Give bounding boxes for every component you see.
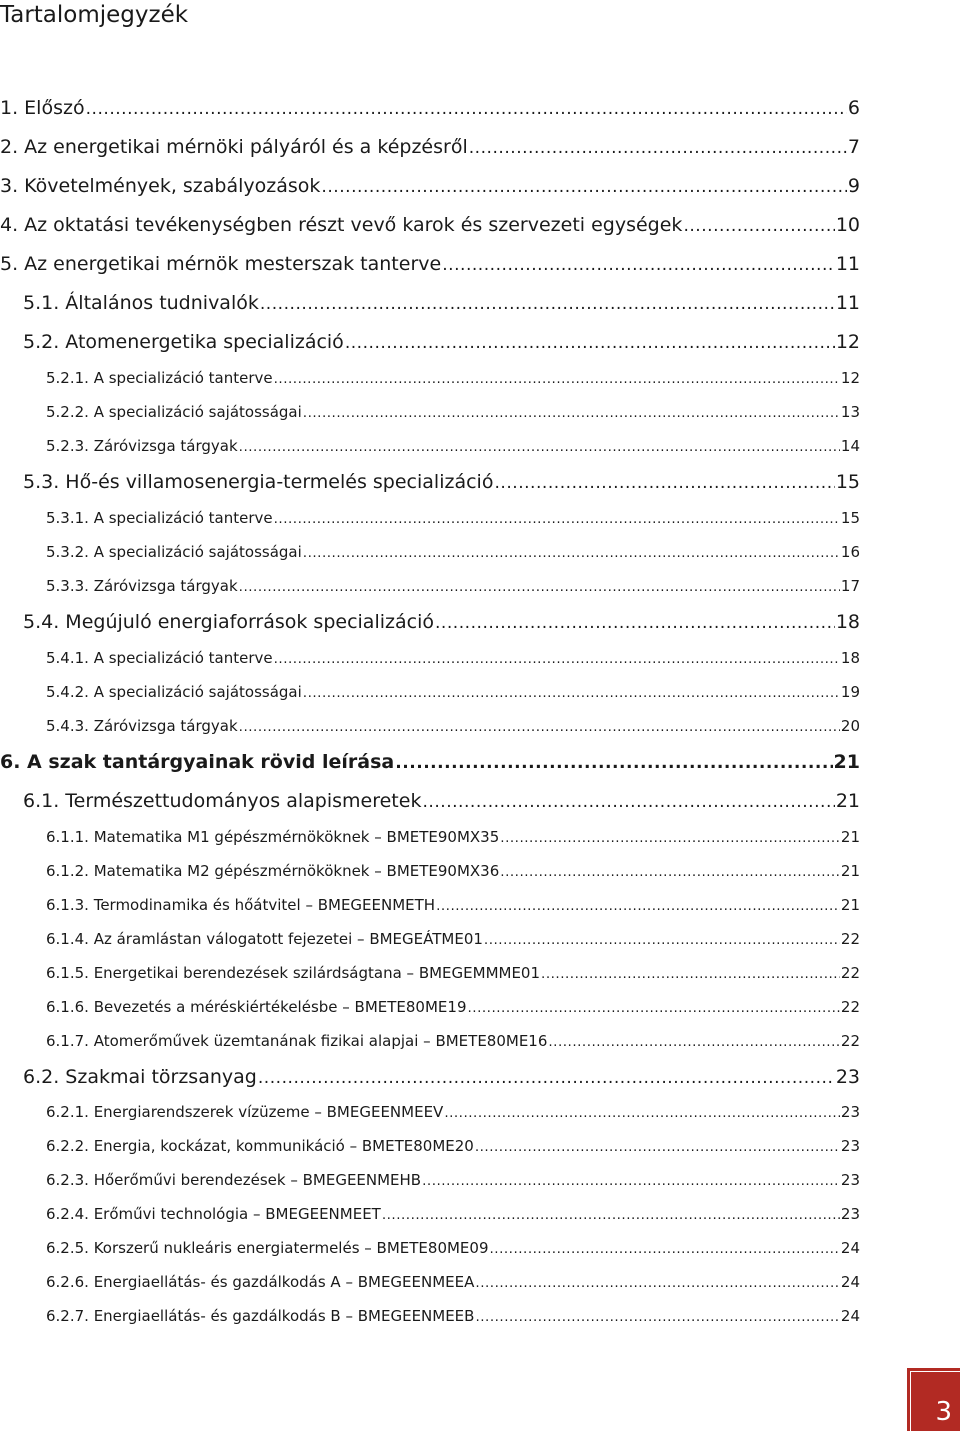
toc-entry-page: 21	[840, 896, 860, 914]
toc-entry-page: 13	[840, 403, 860, 421]
dot-leader	[258, 1068, 835, 1088]
dot-leader	[382, 1207, 840, 1223]
toc-entry-label: 6.2.2. Energia, kockázat, kommunikáció – BMETE80ME20	[46, 1137, 474, 1155]
dot-leader	[475, 1309, 839, 1325]
toc-entry-page: 18	[840, 649, 860, 667]
dot-leader	[444, 1105, 840, 1121]
toc-entry-page: 6	[847, 97, 860, 119]
toc-entry-label: 4. Az oktatási tevékenységben részt vevő karok és szervezeti egységek	[0, 214, 683, 236]
dot-leader	[345, 333, 835, 353]
dot-leader	[484, 932, 840, 948]
toc-entry-page: 23	[840, 1137, 860, 1155]
toc-entry-label: 6.1.4. Az áramlástan válogatott fejezetei – BMEGEÁTME01	[46, 930, 483, 948]
dot-leader	[467, 1000, 839, 1016]
dot-leader	[303, 685, 840, 701]
dot-leader	[469, 138, 847, 158]
toc-entry-label: 6.2.4. Erőművi technológia – BMEGEENMEET	[46, 1205, 381, 1223]
toc-entry-label: 6.2.5. Korszerű nukleáris energiatermelés – BMETE80ME09	[46, 1239, 489, 1257]
dot-leader	[475, 1275, 840, 1291]
toc-entry-page: 10	[835, 214, 860, 236]
toc-entry-page: 22	[840, 998, 860, 1016]
toc-entry-page: 22	[840, 964, 860, 982]
toc-entry-2[interactable]	[0, 136, 860, 158]
dot-leader	[436, 898, 840, 914]
toc-entry-label: 5.3. Hő-és villamosenergia-termelés specializáció	[23, 471, 494, 493]
toc-entry-3[interactable]	[0, 175, 860, 197]
page-number: 3	[935, 1397, 952, 1427]
toc-entry-page: 18	[835, 611, 860, 633]
toc-entry-5-2-1[interactable]	[46, 369, 860, 387]
toc-entry-5-3[interactable]	[23, 471, 860, 493]
toc-entry-6-1-4[interactable]	[46, 930, 860, 948]
toc-entry-page: 12	[840, 369, 860, 387]
toc-entry-5-4[interactable]	[23, 611, 860, 633]
toc-entry-page: 21	[833, 751, 860, 773]
toc-entry-label: 6.1.2. Matematika M2 gépészmérnököknek – BMETE90MX36	[46, 862, 500, 880]
toc-entry-6-2-7[interactable]	[46, 1307, 860, 1325]
toc-entry-4[interactable]	[0, 214, 860, 236]
toc-entry-label: 6.1.5. Energetikai berendezések szilárdságtana – BMEGEMMME01	[46, 964, 541, 982]
toc-entry-page: 16	[840, 543, 860, 561]
toc-entry-label: 1. Előszó	[0, 97, 85, 119]
toc-entry-page: 21	[840, 828, 860, 846]
toc-entry-6-2[interactable]	[23, 1066, 860, 1088]
toc-entry-page: 7	[847, 136, 860, 158]
toc-entry-label: 5.3.2. A specializáció sajátosságai	[46, 543, 302, 561]
toc-entry-6-1-7[interactable]	[46, 1032, 860, 1050]
toc-entry-6-1-6[interactable]	[46, 998, 860, 1016]
toc-entry-6-2-2[interactable]	[46, 1137, 860, 1155]
toc-entry-1[interactable]	[0, 97, 860, 119]
dot-leader	[274, 371, 840, 387]
toc-entry-5-2[interactable]	[23, 331, 860, 353]
toc-entry-label: 5.4.2. A specializáció sajátosságai	[46, 683, 302, 701]
dot-leader	[86, 99, 847, 119]
toc-entry-label: 6.1.3. Termodinamika és hőátvitel – BMEGEENMETH	[46, 896, 436, 914]
toc-entry-label: 6.2.6. Energiaellátás- és gazdálkodás A – BMEGEENMEEA	[46, 1273, 475, 1291]
dot-leader	[435, 613, 835, 633]
toc-entry-6-1[interactable]	[23, 790, 860, 812]
toc-entry-page: 23	[835, 1066, 860, 1088]
toc-entry-page: 22	[840, 930, 860, 948]
toc-entry-6-1-5[interactable]	[46, 964, 860, 982]
toc-entry-page: 24	[840, 1273, 860, 1291]
toc-entry-page: 19	[840, 683, 860, 701]
toc-entry-page: 24	[840, 1239, 860, 1257]
dot-leader	[541, 966, 840, 982]
dot-leader	[303, 545, 840, 561]
dot-leader	[500, 864, 840, 880]
toc-entry-page: 17	[840, 577, 860, 595]
toc-entry-label: 5.3.3. Záróvizsga tárgyak	[46, 577, 238, 595]
dot-leader	[494, 473, 834, 493]
toc-entry-label: 5.1. Általános tudnivalók	[23, 292, 259, 314]
dot-leader	[683, 216, 834, 236]
toc-entry-page: 14	[840, 437, 860, 455]
dot-leader	[490, 1241, 840, 1257]
toc-entry-page: 22	[840, 1032, 860, 1050]
toc-entry-6-1-3[interactable]	[46, 896, 860, 914]
dot-leader	[422, 1173, 840, 1189]
toc-entry-label: 5. Az energetikai mérnök mesterszak tanterve	[0, 253, 442, 275]
toc-entry-label: 5.2. Atomenergetika specializáció	[23, 331, 344, 353]
dot-leader	[548, 1034, 840, 1050]
toc-entry-6-1-2[interactable]	[46, 862, 860, 880]
page-number-badge	[907, 1368, 960, 1431]
dot-leader	[395, 753, 832, 773]
dot-leader	[303, 405, 840, 421]
toc-entry-6[interactable]	[0, 751, 860, 773]
toc-entry-label: 6.1. Természettudományos alapismeretek	[23, 790, 422, 812]
toc-entry-6-2-3[interactable]	[46, 1171, 860, 1189]
toc-entry-page: 20	[840, 717, 860, 735]
toc-entry-6-2-5[interactable]	[46, 1239, 860, 1257]
toc-entry-6-1-1[interactable]	[46, 828, 860, 846]
toc-entry-5[interactable]	[0, 253, 860, 275]
dot-leader	[274, 651, 840, 667]
toc-entry-page: 21	[840, 862, 860, 880]
dot-leader	[274, 511, 840, 527]
toc-entry-label: 5.2.2. A specializáció sajátosságai	[46, 403, 302, 421]
dot-leader	[442, 255, 835, 275]
toc-entry-6-2-4[interactable]	[46, 1205, 860, 1223]
page-title: Tartalomjegyzék	[0, 2, 189, 28]
toc-entry-5-4-2[interactable]	[46, 683, 860, 701]
dot-leader	[475, 1139, 840, 1155]
dot-leader	[500, 830, 840, 846]
toc-entry-5-3-3[interactable]	[46, 577, 860, 595]
toc-entry-label: 6.2.7. Energiaellátás- és gazdálkodás B – BMEGEENMEEB	[46, 1307, 475, 1325]
toc-entry-5-2-3[interactable]	[46, 437, 860, 455]
toc-entry-label: 2. Az energetikai mérnöki pályáról és a képzésről	[0, 136, 468, 158]
toc-entry-page: 24	[840, 1307, 860, 1325]
toc-entry-label: 5.3.1. A specializáció tanterve	[46, 509, 273, 527]
toc-entry-label: 6.2.1. Energiarendszerek vízüzeme – BMEGEENMEEV	[46, 1103, 444, 1121]
toc-entry-page: 11	[835, 253, 860, 275]
toc-entry-label: 5.2.1. A specializáció tanterve	[46, 369, 273, 387]
toc-entry-label: 6. A szak tantárgyainak rövid leírása	[0, 751, 395, 773]
toc-entry-label: 5.2.3. Záróvizsga tárgyak	[46, 437, 238, 455]
toc-entry-label: 5.4.3. Záróvizsga tárgyak	[46, 717, 238, 735]
toc-entry-page: 11	[835, 292, 860, 314]
toc-entry-5-1[interactable]	[23, 292, 860, 314]
toc-entry-6-2-6[interactable]	[46, 1273, 860, 1291]
toc-entry-label: 6.1.6. Bevezetés a méréskiértékelésbe – BMETE80ME19	[46, 998, 467, 1016]
dot-leader	[239, 579, 840, 595]
toc-entry-page: 23	[840, 1103, 860, 1121]
toc-entry-page: 15	[840, 509, 860, 527]
toc-entry-label: 5.4. Megújuló energiaforrások specializáció	[23, 611, 434, 633]
toc-entry-page: 15	[835, 471, 860, 493]
toc-entry-page: 12	[835, 331, 860, 353]
dot-leader	[422, 792, 834, 812]
dot-leader	[260, 294, 835, 314]
toc-entry-page: 23	[840, 1171, 860, 1189]
toc-entry-5-3-1[interactable]	[46, 509, 860, 527]
toc-entry-5-4-3[interactable]	[46, 717, 860, 735]
dot-leader	[321, 177, 846, 197]
toc-entry-5-4-1[interactable]	[46, 649, 860, 667]
toc-entry-label: 6.1.7. Atomerőművek üzemtanának fizikai alapjai – BMETE80ME16	[46, 1032, 548, 1050]
toc-entry-label: 6.1.1. Matematika M1 gépészmérnököknek – BMETE90MX35	[46, 828, 500, 846]
dot-leader	[239, 719, 840, 735]
toc-entry-label: 3. Követelmények, szabályozások	[0, 175, 321, 197]
toc-entry-page: 23	[840, 1205, 860, 1223]
toc-entry-label: 6.2. Szakmai törzsanyag	[23, 1066, 257, 1088]
toc-entry-page: 21	[835, 790, 860, 812]
toc-entry-page: 9	[847, 175, 860, 197]
toc-entry-label: 5.4.1. A specializáció tanterve	[46, 649, 273, 667]
toc-entry-label: 6.2.3. Hőerőművi berendezések – BMEGEENMEHB	[46, 1171, 422, 1189]
toc-entry-5-2-2[interactable]	[46, 403, 860, 421]
dot-leader	[239, 439, 840, 455]
toc-entry-6-2-1[interactable]	[46, 1103, 860, 1121]
toc-entry-5-3-2[interactable]	[46, 543, 860, 561]
